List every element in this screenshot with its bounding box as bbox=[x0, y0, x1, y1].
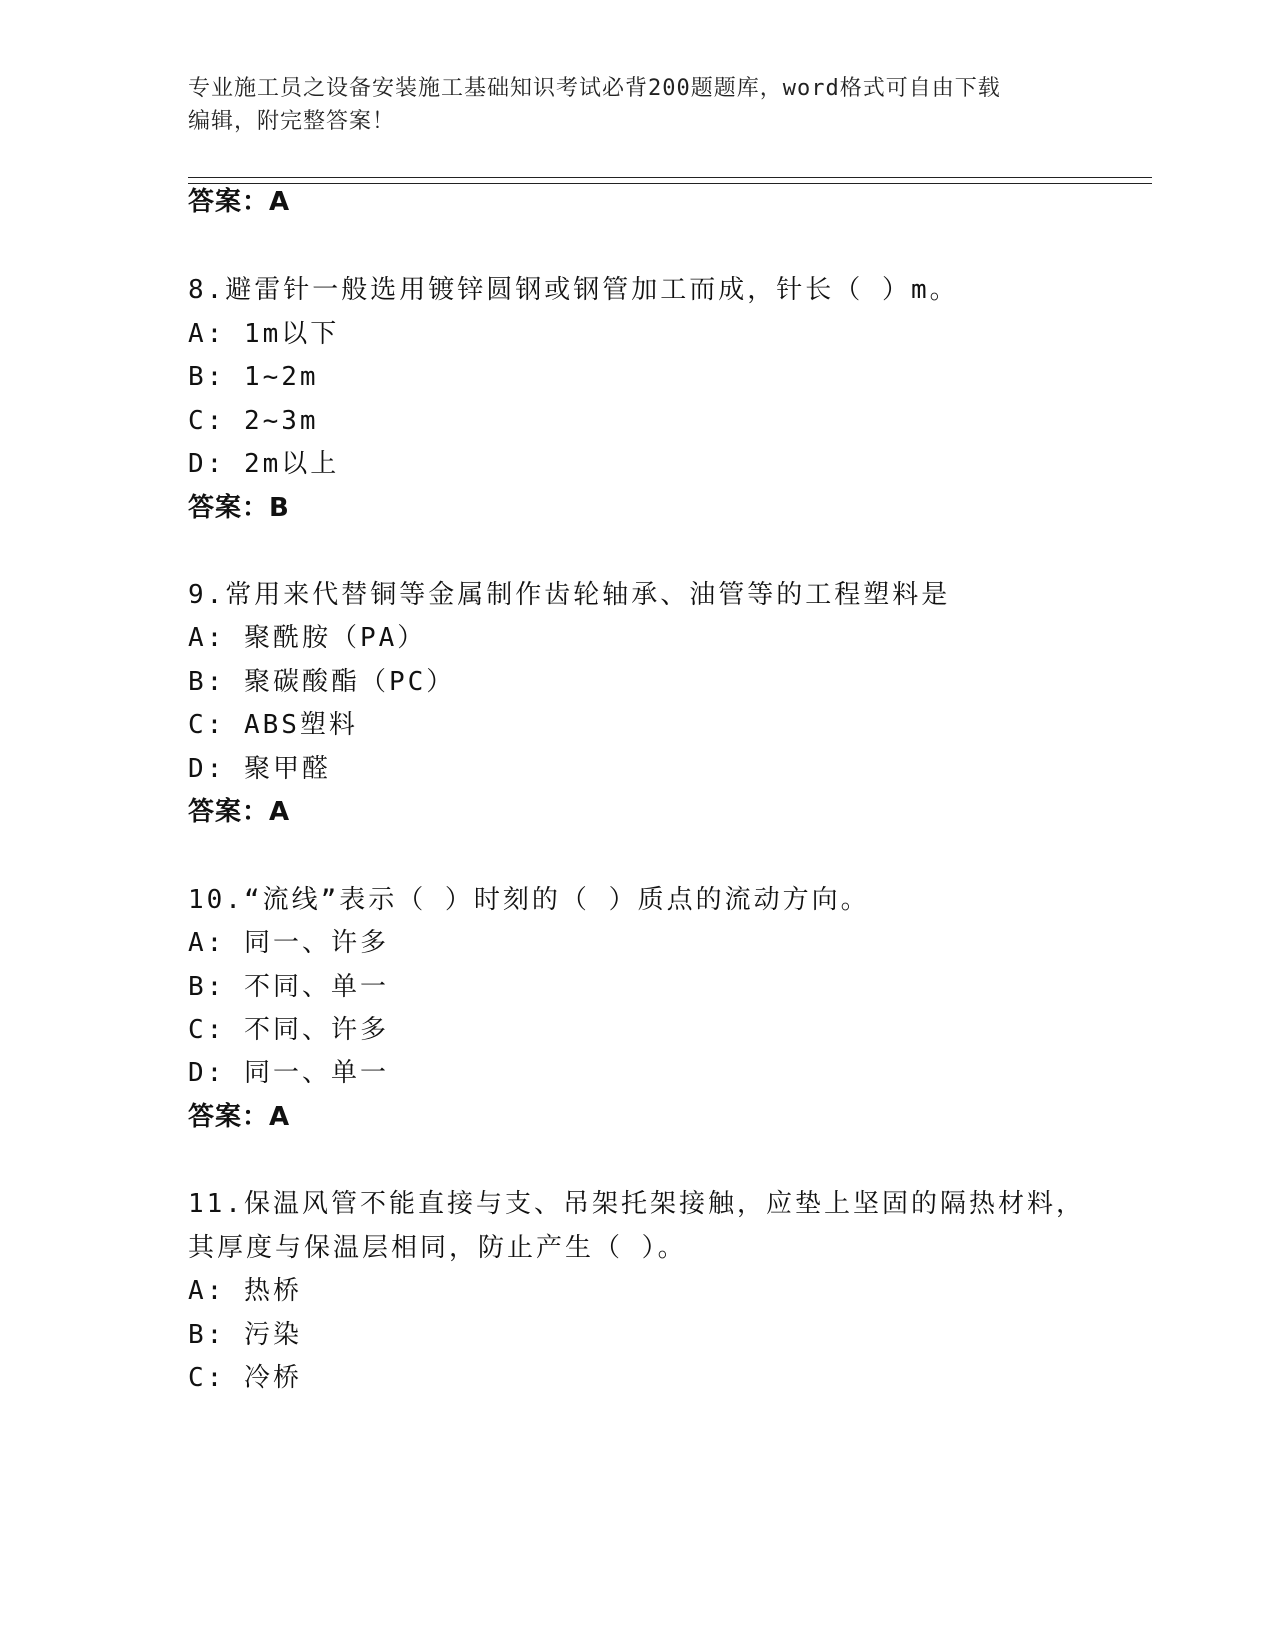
option-10-d: D: 同一、单一 bbox=[188, 1058, 389, 1088]
option-10-a: A: 同一、许多 bbox=[188, 928, 389, 958]
question-9: 9.常用来代替铜等金属制作齿轮轴承、油管等的工程塑料是 bbox=[188, 580, 951, 610]
option-8-c: C: 2~3m bbox=[188, 406, 319, 436]
question-8: 8.避雷针一般选用镀锌圆钢或钢管加工而成，针长（ ）m。 bbox=[188, 275, 959, 305]
header-divider-top bbox=[188, 177, 1152, 178]
document-header bbox=[188, 72, 1068, 138]
option-9-b: B: 聚碳酸酯（PC） bbox=[188, 667, 456, 697]
option-9-a: A: 聚酰胺（PA） bbox=[188, 623, 427, 653]
option-11-c: C: 冷桥 bbox=[188, 1363, 302, 1393]
header-divider-bottom bbox=[188, 183, 1152, 184]
option-11-a: A: 热桥 bbox=[188, 1276, 302, 1306]
answer-q7: 答案：A bbox=[188, 187, 291, 217]
answer-q8: 答案：B bbox=[188, 493, 290, 523]
question-10: 10.“流线”表示（ ）时刻的（ ）质点的流动方向。 bbox=[188, 885, 870, 915]
option-8-a: A: 1m以下 bbox=[188, 319, 340, 349]
header-line-1: 专业施工员之设备安装施工基础知识考试必背200题题库，word格式可自由下载 bbox=[188, 76, 1001, 101]
answer-q9: 答案：A bbox=[188, 797, 291, 827]
option-9-d: D: 聚甲醛 bbox=[188, 754, 331, 784]
option-8-b: B: 1~2m bbox=[188, 362, 319, 392]
question-11-line-2: 其厚度与保温层相同，防止产生（ ）。 bbox=[188, 1233, 687, 1263]
header-line-2: 编辑，附完整答案！ bbox=[188, 109, 396, 134]
option-10-b: B: 不同、单一 bbox=[188, 972, 389, 1002]
question-11-line-1: 11.保温风管不能直接与支、吊架托架接触，应垫上坚固的隔热材料， bbox=[188, 1189, 1085, 1219]
option-8-d: D: 2m以上 bbox=[188, 449, 340, 479]
answer-q10: 答案：A bbox=[188, 1102, 291, 1132]
option-9-c: C: ABS塑料 bbox=[188, 710, 358, 740]
option-10-c: C: 不同、许多 bbox=[188, 1015, 389, 1045]
option-11-b: B: 污染 bbox=[188, 1320, 302, 1350]
